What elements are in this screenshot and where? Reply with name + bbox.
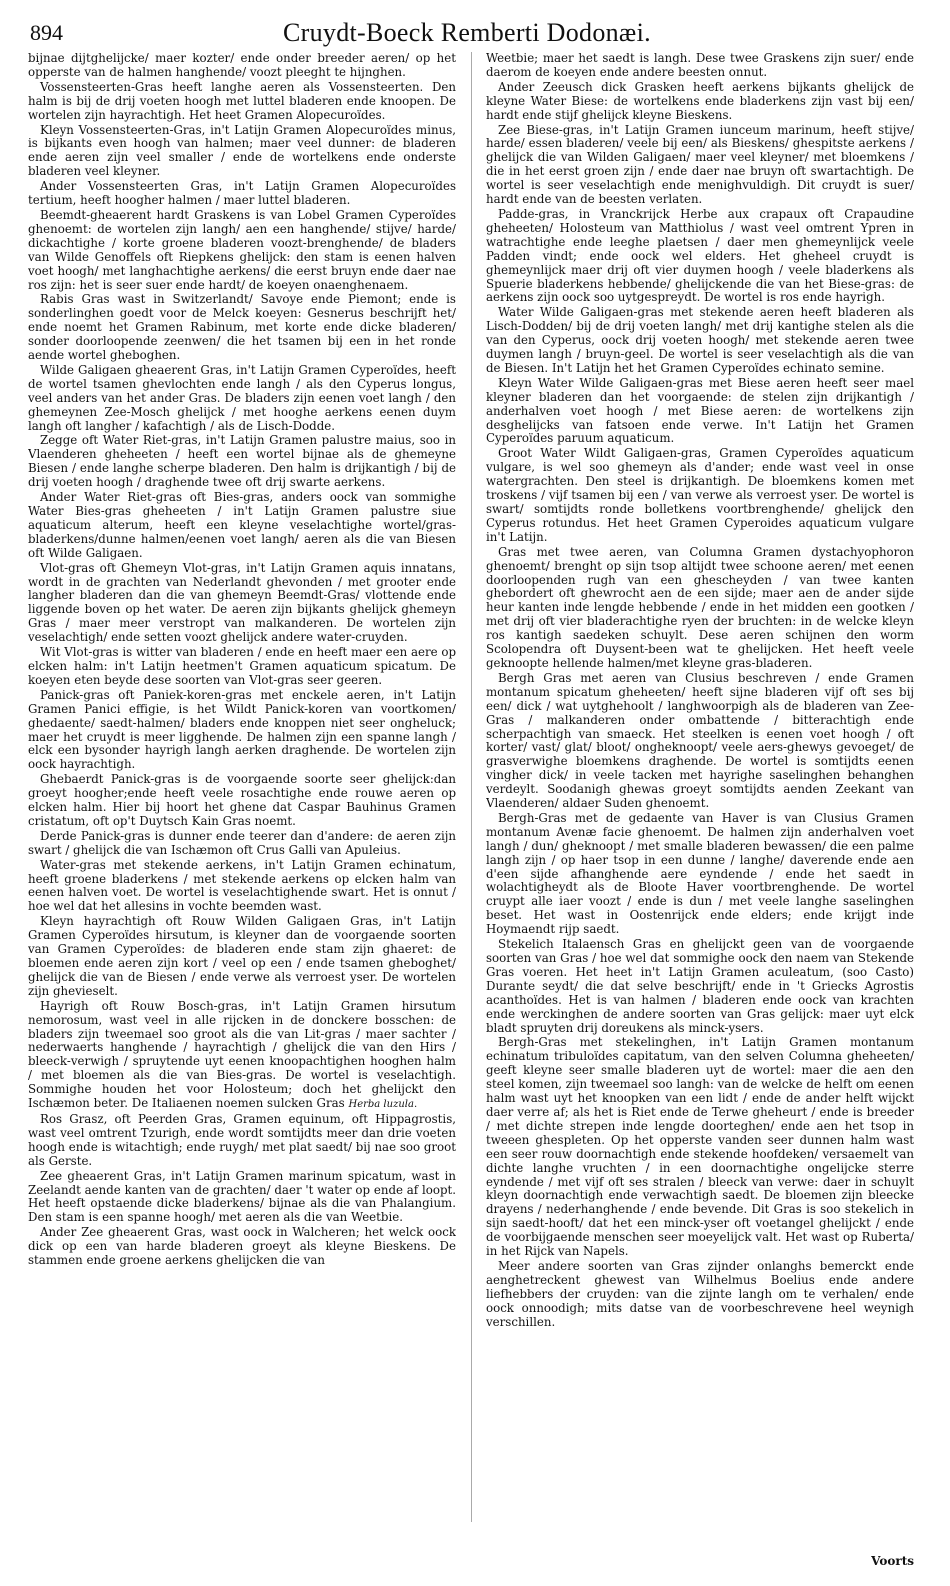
book-page (28, 12, 918, 1572)
paragraph: Zee gheaerent Gras, in't Latijn Gramen marinum spicatum, wast in Zeelandt aende kanten van de grachten/ daer 't water op ende af loopt. Het heeft opstaende dicke bladerkens/ bijnae als die van Phalangium. Den stam is een spanne hoogh/ met aeren als die van Weetbie. (28, 1168, 456, 1225)
paragraph: Kleyn hayrachtigh oft Rouw Wilden Galigaen Gras, in't Latijn Gramen Cyperoïdes hirsutum, is kleyner dan de voorgaende soorten van Gramen Cyperoïdes: de bladeren ende stam zijn ghaeret: de bloemen ende aeren zijn kort / veel op een / ende tsamen gheboghet/ ghelijck die van de Biesen / ende verwe als verroest yser. De wortelen zijn ghevieselt. (28, 914, 456, 998)
paragraph: Ghebaerdt Panick-gras is de voorgaende soorte seer ghelijck:dan groeyt hoogher;ende heeft veele rosachtighe ende rouwe aeren op elcken halm. Hier bij hoort het ghene dat Caspar Bauhinus Gramen cristatum, oft op't Duytsch Kain Gras noemt. (28, 772, 456, 828)
paragraph: Beemdt-gheaerent hardt Graskens is van Lobel Gramen Cyperoïdes ghenoemt: de wortelen zijn langh/ aen een hanghende/ stijve/ harde/ dickachtighe / korte groene bladeren voozt-brenghende/ de bladers van Wilde Genoffels oft Riepkens ghelijck: den stam is eenen halven voet hoogh/ met langhachtighe aerkens/ die eerst bruyn ende daer nae ros zijn: het is seer suer ende hardt/ de koeyen onaenghenaem. (28, 207, 456, 292)
paragraph: Zee Biese-gras, in't Latijn Gramen iunceum marinum, heeft stijve/ harde/ essen bladeren/ veele bij een/ als Bieskens/ ghespitste aerkens / ghelijck die van Wilden Galigaen/ maer veel kleyner/ met bloemkens / die in het eerst groen zijn / ende daer nae bruyn oft swartachtigh. De wortel is seer veselachtigh ende menighvuldigh. Dit cruydt is suer/ hardt ende van de beesten verlaten. (486, 122, 914, 207)
paragraph: Water Wilde Galigaen-gras met stekende aeren heeft bladeren als Lisch-Dodden/ bij de drij voeten langh/ met drij kantighe stelen als die van den Cyperus, oock drij voeten hoogh/ met stekende aeren twee duymen langh / bruyn-geel. De wortel is seer veselachtigh als die van de Biesen. In't Latijn het het Gramen Cyperoïdes echinato semine. (486, 305, 914, 375)
catchword: Voorts (871, 1554, 914, 1568)
paragraph: Wilde Galigaen gheaerent Gras, in't Latijn Gramen Cyperoïdes, heeft de wortel tsamen ghevlochten ende langh / als den Cyperus longus, veel anders van het ander Gras. De bladers zijn eenen voet langh / den ghemeynen Zee-Mosch ghelijck / met hooghe aerkens eenen duym langh oft langher / kafachtigh / als de Lisch-Dodde. (28, 362, 456, 433)
paragraph: Meer andere soorten van Gras zijnder onlanghs bemerckt ende aenghetreckent ghewest van Wilhelmus Boelius ende andere liefhebbers der cruyden: van die zijnte langh om te verhalen/ ende oock onnoodigh; mits datse van de voorbeschrevene heel weynigh verschillen. (486, 1258, 914, 1329)
paragraph (28, 1000, 456, 1112)
paragraph: Ros Grasz, oft Peerden Gras, Gramen equinum, oft Hippagrostis, wast veel omtrent Tzurigh, ende wordt somtijdts meer dan drie voeten hoogh ende is witachtigh; ende ruygh/ met plat saedt/ bij nae soo groot als Gerste. (28, 1111, 456, 1168)
paragraph: Water-gras met stekende aerkens, in't Latijn Gramen echinatum, heeft groene bladerkens / met stekende aerkens op elcken halm van eenen halven voet. De wortel is veselachtighende swart. Het is onnut / hoe wel dat het allesins in vochte beemden wast. (28, 857, 456, 914)
paragraph: bijnae dijtghelijcke/ maer kozter/ ende onder breeder aeren/ op het opperste van de halmen hanghende/ voozt pleeght te hijnghen. (28, 52, 456, 79)
left-column (28, 52, 456, 1522)
paragraph: Ander Zee gheaerent Gras, wast oock in Walcheren; het welck oock dick op een van harde bladeren groeyt als kleyne Bieskens. De stammen ende groene aerkens ghelijcken die van (28, 1225, 456, 1268)
paragraph: Wit Vlot-gras is witter van bladeren / ende en heeft maer een aere op elcken halm: in't Latijn heetmen't Gramen aquaticum spicatum. De koeyen eten beyde dese soorten van Vlot-gras seer geeren. (28, 645, 456, 687)
paragraph: Ander Water Riet-gras oft Bies-gras, anders oock van sommighe Water Bies-gras gheheeten / in't Latijn Gramen palustre siue aquaticum alterum, heeft een kleyne veselachtighe wortel/gras-bladerkens/dunne halmen/eenen voet langh/ aeren als die van Biesen oft Wilde Galigaen. (28, 490, 456, 560)
paragraph: Kleyn Vossensteerten-Gras, in't Latijn Gramen Alopecuroïdes minus, is bijkants even hoogh van halmen; maer veel dunner: de bladeren ende aeren zijn veel smaller / ende de wortelkens ende onderste bladeren veel kleyner. (28, 122, 456, 179)
paragraph: Derde Panick-gras is dunner ende teerer dan d'andere: de aeren zijn swart / ghelijck die van Ischæmon oft Crus Galli van Apuleius. (28, 828, 456, 857)
paragraph: Panick-gras oft Paniek-koren-gras met enckele aeren, in't Latijn Gramen Panici effigie, is het Wildt Panick-koren van voortkomen/ ghedaente/ saedt-halmen/ bladers ende knoppen niet seer ongheluck; maer het cruydt is meer ligghende. De halmen zijn een spanne langh / elck een bysonder hayrigh langh aerken draghende. De wortelen zijn oock hayrachtigh. (28, 687, 456, 772)
paragraph: Weetbie; maer het saedt is langh. Dese twee Graskens zijn suer/ ende daerom de koeyen ende andere beesten onnut. (486, 52, 914, 79)
paragraph: Ander Vossensteerten Gras, in't Latijn Gramen Alopecuroïdes tertium, heeft hoogher halmen / maer luttel bladeren. (28, 179, 456, 208)
paragraph: Gras met twee aeren, van Columna Gramen dystachyophoron ghenoemt/ brenght op sijn tsop altijdt twee schoone aeren/ met eenen doorloopenden rugh van een ghescheyden / van twee kanten ghebordert oft ghewrocht aen de een sijde; maer aen de ander sijde heur kanten inde lengde hebbende / ende in het midden een gootken / met drij oft vier bladerachtighe ryen der bruchten: in de welcke kleyn ros kantigh saedeken schuylt. Dese aeren schijnen den worm Scolopendra oft Duysent-been wat te ghelijcken. Het heeft veele geknoopte hellende halmen/met kleyne gras-bladeren. (486, 544, 914, 670)
running-title: Cruydt-Boeck Remberti Dodonæi. (283, 18, 651, 47)
paragraph-text: Hayrigh oft Rouw Bosch-gras, in't Latijn Gramen hirsutum nemorosum, wast veel in alle rijcken in de donckere bosschen: de bladers zijn tweemael soo groot als die van Lit-gras / maer sachter / nederwaerts hanghende / hayrachtigh / ghelijck die van den Hirs / bleeck-verwigh / spruytende uyt eenen knoopachtighen hooghen halm / met bloemen als die van Bies-gras. De wortel is veselachtigh. Sommighe houden het voor Holosteum; doch het ghelijckt den Ischæmon beter. De Italiaenen noemen sulcken Gras (28, 998, 456, 1111)
page-header (28, 12, 918, 52)
paragraph: Vossensteerten-Gras heeft langhe aeren als Vossensteerten. Den halm is bij de drij voeten hoogh met luttel bladeren ende knoopen. De wortelen zijn hayrachtigh. Het heet Gramen Alopecuroïdes. (28, 79, 456, 122)
paragraph: Groot Water Wildt Galigaen-gras, Gramen Cyperoïdes aquaticum vulgare, is wel soo ghemeyn als d'ander; ende wast veel in onse watergrachten. Den steel is drijkantigh. De bloemkens komen met troskens / vijf tsamen bij een / van verwe als verroest yser. De wortel is swart/ somtijdts ronde bolletkens voortbrenghende/ ghelijck den Cyperus rotundus. Het heet Gramen Cyperoides aquaticum vulgare in't Latijn. (486, 446, 914, 544)
paragraph: Bergh-Gras met stekelinghen, in't Latijn Gramen montanum echinatum tribuloïdes capitatum, van den selven Columna gheheeten/ geeft kleyne seer smalle bladeren uyt de wortel: maer die aen den steel komen, zijn tweemael soo langh: van de welcke de helft om eenen halm wast uyt het knoopken van een lidt / ende de ander helft wijckt daer verre af; als het is Riet ende de Terwe gheheurt / ende is breeder / met dichte strepen inde lengde doorteghen/ ende aen het tsop in tweeen ghespleten. Op het opperste vanden seer dunnen halm wast een seer rouw doornachtigh ende stekende hoofdeken/ versaemelt van dichte langhe vruchten / in een doornachtighe ongelijcke sterre eyndende / met vijf oft ses stralen / bleeck van verwe: daer in schuylt kleyn doornachtigh ende verwachtigh saedt. De bloemen zijn bleecke drayens / nederhanghende / ende bevende. Dit Gras is soo stekelich in sijn saedt-hooft/ dat het een minck-yser oft voetangel ghelijckt / ende de voorbijgaende menschen seer moeyelijck valt. Het wast op Ruberta/ in het Rijck van Napels. (486, 1035, 914, 1259)
paragraph: Ander Zeeusch dick Grasken heeft aerkens bijkants ghelijck de kleyne Water Biese: de wortelkens ende bladerkens zijn vast bij een/ hardt ende stijf ghelijck kleyne Bieskens. (486, 79, 914, 122)
paragraph: Padde-gras, in Vranckrijck Herbe aux crapaux oft Crapaudine gheheeten/ Holosteum van Matthiolus / wast veel omtrent Ypren in watrachtighe ende leeghe plaetsen / daer men ghemeynlijck veele Padden vindt; ende oock wel elders. Het gheheel cruydt is ghemeynlijck maer drij oft vier duymen hoogh / veele bladerkens als Spuerie bladerkens hebbende/ ghelijckende die van het Biese-gras: de aerkens zijn oock soo uytgespreydt. De wortel is ros ende hayrigh. (486, 206, 914, 305)
paragraph: Stekelich Italaensch Gras en ghelijckt geen van de voorgaende soorten van Gras / hoe wel dat sommighe oock den naem van Stekende Gras voeren. Het heet in't Latijn Gramen aculeatum, (soo Casto) Durante seydt/ die dat selve beschrijft/ ende in 't Griecks Agrostis acanthoïdes. Het is van halmen / bladeren ende oock van krachten ende werckinghen de andere soorten van Gras gelijck: maer uyt elck bladt spruyten drij doreukens als minck-ysers. (486, 937, 914, 1035)
paragraph: Bergh Gras met aeren van Clusius beschreven / ende Gramen montanum spicatum gheheeten/ heeft sijne bladeren vijf oft ses bij een/ dick / wat uytghehoolt / langhwoorpigh als de bladeren van Zee-Gras / malkanderen onder ombattende / bitterachtigh ende scherpachtigh van smaeck. Het steelken is eenen voet hoogh / oft korter/ vast/ glat/ bloot/ ongheknoopt/ veele aers-ghewys gevoeget/ de grasverwighe bloemkens draghende. De wortel is somtijdts eenen vingher dick/ in veele tacken met hayrighe saselinghen behanghen verdeylt. Soodanigh ghewas groeyt somtijdts aenden Zeekant van Vlaenderen/ aldaer Suden ghenoemt. (486, 670, 914, 811)
right-column (486, 52, 914, 1522)
margin-note: Herba luzula. (348, 1099, 418, 1111)
paragraph: Zegge oft Water Riet-gras, in't Latijn Gramen palustre maius, soo in Vlaenderen gheheeten / heeft een wortel bijnae als de ghemeyne Biesen / ende langhe scherpe bladeren. Den halm is drijkantigh / bij de drij voeten hoogh / draghende twee oft drij swarte aerkens. (28, 433, 456, 490)
paragraph: Bergh-Gras met de gedaente van Haver is van Clusius Gramen montanum Avenæ facie ghenoemt. De halmen zijn anderhalven voet langh / dun/ gheknoopt / met smalle bladeren bewassen/ die een palme langh zijn / op haer tsop in een dunne / langhe/ daverende ende aen d'een sijde afhanghende aere eyndende / ende het saedt in wolachtigheydt als de Bloote Haver voortbrenghende. De wortel cruypt alle iaer voozt / ende is dun / met veele langhe saselinghen beset. Het wast in Oostenrijck ende elders; ende krijgt inde Hoymaendt rijp saedt. (486, 810, 914, 937)
page-number: 894 (30, 20, 63, 45)
paragraph: Vlot-gras oft Ghemeyn Vlot-gras, in't Latijn Gramen aquis innatans, wordt in de grachten van Nederlandt ghevonden / met grooter ende langher bladeren dan die van ghemeyn Beemdt-Gras/ vlottende ende liggende boven op het water. De aeren zijn bijkants ghelijck ghemeyn Gras / maer meer verstropt van malkanderen. De wortelen zijn veselachtigh/ ende setten voozt ghelijck andere water-cruyden. (28, 560, 456, 645)
column-divider (471, 52, 472, 1522)
paragraph: Kleyn Water Wilde Galigaen-gras met Biese aeren heeft seer mael kleyner bladeren dan het voorgaende: de stelen zijn drijkantigh / anderhalven voet hoogh / met Biese aeren: de wortelkens zijn desghelijcks van fatsoen ende verwe. In't Latijn het Gramen Cyperoïdes paruum aquaticum. (486, 375, 914, 446)
text-columns (28, 52, 918, 1522)
paragraph: Rabis Gras wast in Switzerlandt/ Savoye ende Piemont; ende is sonderlinghen goedt voor de Melck koeyen: Gesnerus beschrijft het/ ende noemt het Gramen Rabinum, met korte ende dicke bladeren/ sonder doorloopende zeenwen/ die het tsamen bij een in het ronde aende wortel gheboghen. (28, 292, 456, 363)
